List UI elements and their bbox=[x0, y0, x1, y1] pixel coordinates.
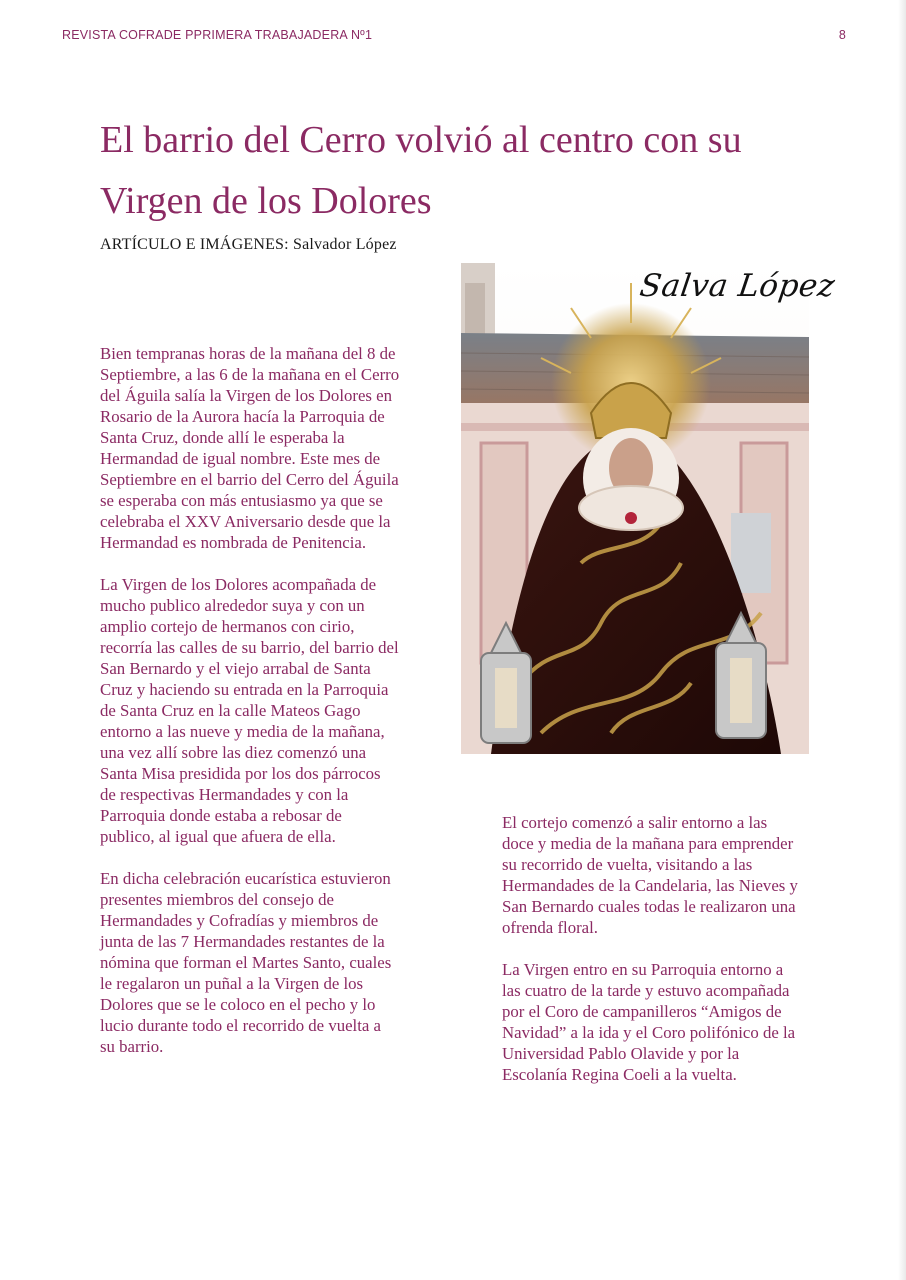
article-title bbox=[100, 110, 820, 232]
page-edge-shadow bbox=[898, 0, 906, 1280]
virgin-photo-illustration bbox=[461, 263, 809, 754]
byline-author: Salvador López bbox=[293, 236, 397, 253]
byline bbox=[100, 236, 397, 254]
left-column bbox=[100, 343, 400, 1078]
article-title-line2: Virgen de los Dolores bbox=[100, 180, 432, 222]
page-number: 8 bbox=[838, 28, 846, 42]
virgin-photo bbox=[461, 263, 809, 754]
article-title-line1: El barrio del Cerro volvió al centro con su bbox=[100, 119, 742, 161]
byline-label: ARTÍCULO E IMÁGENES: bbox=[100, 236, 289, 253]
publication-title: REVISTA COFRADE PPRIMERA TRABAJADERA Nº1 bbox=[62, 28, 373, 42]
photographer-signature: Salva López bbox=[637, 268, 838, 304]
right-column bbox=[502, 812, 798, 1106]
paragraph-5: La Virgen entro en su Parroquia entorno a las cuatro de la tarde y estuvo acompañada por el Coro de campanilleros “Amigos de Navidad” a la ida y el Coro polifónico de la Universidad Pablo Olavide y por la Escolanía Regina Coeli a la vuelta. bbox=[502, 960, 796, 1084]
paragraph-3: En dicha celebración eucarística estuvieron presentes miembros del consejo de Hermandades y Cofradías y miembros de junta de las 7 Hermandades restantes de la nómina que forman el Martes Santo, cuales le regalaron un puñal a la Virgen de los Dolores que se le coloco en el pecho y lo lucio durante todo el recorrido de vuelta a su barrio. bbox=[100, 869, 392, 1056]
running-header bbox=[62, 28, 846, 42]
paragraph-1: Bien tempranas horas de la mañana del 8 de Septiembre, a las 6 de la mañana en el Cerro del Águila salía la Virgen de los Dolores en Rosario de la Aurora hacía la Parroquia de Santa Cruz, donde allí le esperaba la Hermandad de igual nombre. Este mes de Septiembre en el barrio del Cerro del Águila se esperaba con más entusiasmo ya que se celebraba el XXV Aniversario desde que la Hermandad es nombrada de Penitencia. bbox=[100, 344, 400, 552]
paragraph-2: La Virgen de los Dolores acompañada de mucho publico alrededor suya y con un amplio cortejo de hermanos con cirio, recorría las calles de su barrio, del barrio del San Bernardo y el viejo arrabal de Santa Cruz y haciendo su entrada en la Parroquia de Santa Cruz en la calle Mateos Gago entorno a las nueve y media de la mañana, una vez allí sobre las diez comenzó una Santa Misa presidida por los dos párrocos de respectivas Hermandades y con la Parroquia donde estaba a rebosar de publico, al igual que afuera de ella. bbox=[100, 575, 399, 846]
paragraph-4: El cortejo comenzó a salir entorno a las doce y media de la mañana para emprender su recorrido de vuelta, visitando a las Hermandades de la Candelaria, las Nieves y San Bernardo cuales todas le realizaron una ofrenda floral. bbox=[502, 813, 798, 937]
